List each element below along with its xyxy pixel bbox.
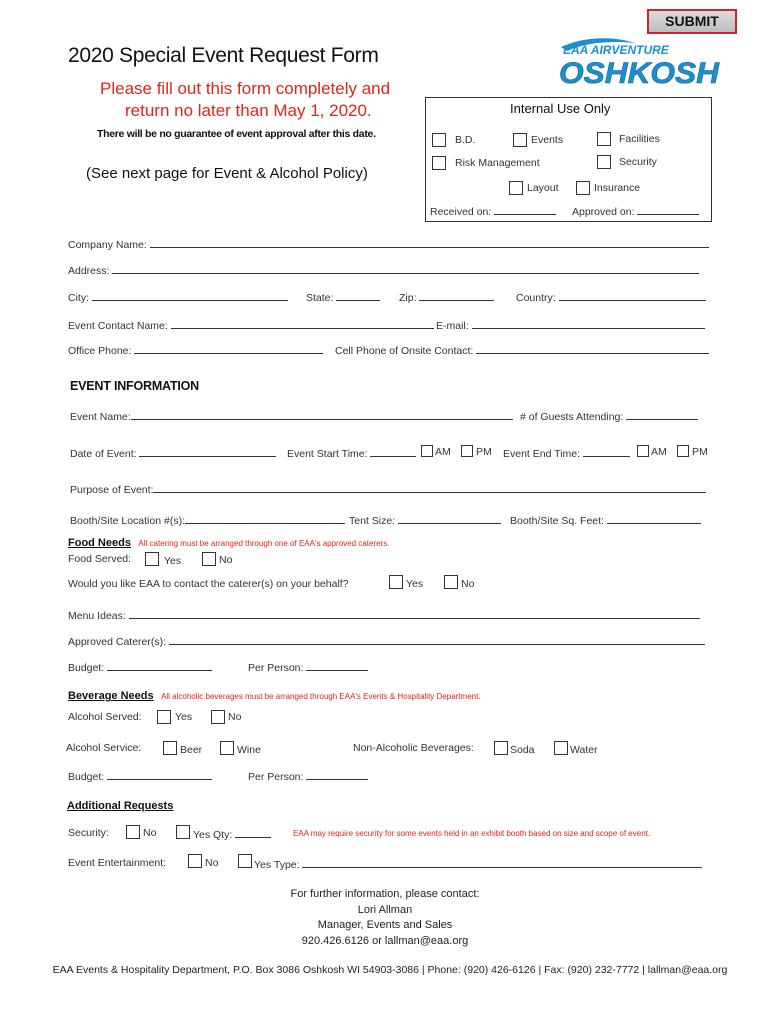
event-contact-name-field[interactable] (68, 318, 434, 332)
alcohol-served-yes-label: Yes (175, 711, 193, 723)
risk-management-checkbox[interactable] (432, 156, 446, 170)
event-information-heading: EVENT INFORMATION (70, 379, 200, 393)
food-needs-note: All catering must be arranged through one of EAA's approved caterers. (138, 539, 390, 548)
bd-label: B.D. (455, 134, 476, 146)
city-label: City: (68, 292, 89, 304)
date-of-event-label: Date of Event: (70, 448, 137, 460)
policy-reference: (See next page for Event & Alcohol Policy) (86, 165, 368, 182)
office-phone-field[interactable] (68, 343, 323, 357)
contact-name: Lori Allman (357, 903, 413, 916)
approved-on-label: Approved on: (572, 206, 635, 218)
contact-caterer-label: Would you like EAA to contact the caterer(s) on your behalf? (68, 578, 349, 590)
security-checkbox[interactable] (597, 155, 611, 169)
address-label: Address: (68, 265, 110, 277)
wine-label: Wine (237, 744, 261, 756)
end-time-field[interactable] (503, 446, 630, 460)
food-served-yes-label: Yes (164, 555, 182, 567)
booth-sqft-label: Booth/Site Sq. Feet: (510, 515, 604, 527)
contact-caterer-no-label: No (461, 578, 475, 590)
tent-size-label: Tent Size: (349, 515, 396, 527)
water-checkbox[interactable] (554, 741, 568, 755)
approved-caterers-field[interactable] (68, 634, 705, 648)
logo-top-text: EAA AIRVENTURE (563, 43, 669, 57)
start-time-field[interactable] (287, 446, 416, 460)
contact-title: Manager, Events and Sales (317, 919, 453, 931)
approved-on-field[interactable] (572, 204, 699, 218)
received-on-label: Received on: (430, 206, 492, 218)
contact-caterer-no-checkbox[interactable] (444, 575, 458, 589)
guests-label: # of Guests Attending: (520, 411, 624, 423)
alcohol-service-label: Alcohol Service: (66, 742, 142, 754)
security-no-checkbox[interactable] (126, 825, 140, 839)
security-yes-checkbox[interactable] (176, 825, 190, 839)
received-on-field[interactable] (430, 204, 556, 218)
internal-use-title: Internal Use Only (510, 101, 611, 116)
guests-field[interactable] (520, 409, 698, 423)
purpose-field[interactable] (70, 482, 706, 496)
food-served-label: Food Served: (68, 553, 132, 565)
security-no-label: No (143, 827, 157, 839)
food-served-no-label: No (219, 554, 233, 566)
end-am-checkbox[interactable] (637, 445, 649, 457)
food-per-person-label: Per Person: (248, 662, 304, 674)
non-alcoholic-label: Non-Alcoholic Beverages: (353, 742, 474, 754)
water-label: Water (570, 744, 598, 756)
email-label: E-mail: (436, 320, 469, 332)
entertainment-yes-checkbox[interactable] (238, 854, 252, 868)
beer-label: Beer (180, 744, 203, 756)
security-note: EAA may require security for some events held in an exhibit booth based on size and scope of event. (293, 829, 651, 838)
food-needs-heading: Food Needs (68, 537, 131, 549)
end-time-label: Event End Time: (503, 448, 581, 460)
city-field[interactable] (68, 290, 288, 304)
events-label: Events (531, 134, 564, 146)
address-field[interactable] (68, 263, 699, 277)
menu-ideas-field[interactable] (68, 608, 700, 622)
purpose-label: Purpose of Event: (70, 484, 154, 496)
beverage-needs-note: All alcoholic beverages must be arranged through EAA's Events & Hospitality Department. (161, 692, 481, 701)
company-name-label: Company Name: (68, 239, 147, 251)
layout-label: Layout (527, 182, 559, 194)
deadline-notice-line1: Please fill out this form completely and (100, 79, 391, 98)
tent-size-field[interactable] (349, 513, 501, 527)
zip-field[interactable] (399, 290, 494, 304)
approved-caterers-label: Approved Caterer(s): (68, 636, 167, 648)
entertainment-label: Event Entertainment: (68, 857, 167, 869)
logo-main-text: OSHKOSH (559, 57, 721, 89)
entertainment-no-label: No (205, 857, 219, 869)
contact-line-1: For further information, please contact: (290, 888, 480, 900)
alcohol-served-yes-checkbox[interactable] (157, 710, 171, 724)
start-am-label: AM (435, 446, 451, 458)
beverage-per-person-field[interactable] (248, 769, 368, 783)
date-of-event-field[interactable] (70, 446, 276, 460)
events-checkbox[interactable] (513, 133, 527, 147)
cell-phone-field[interactable] (335, 343, 709, 357)
menu-ideas-label: Menu Ideas: (68, 610, 126, 622)
contact-phone-email: 920.426.6126 or lallman@eaa.org (301, 934, 469, 947)
country-label: Country: (516, 292, 556, 304)
end-pm-label: PM (692, 446, 708, 458)
start-am-checkbox[interactable] (421, 445, 433, 457)
office-phone-label: Office Phone: (68, 345, 132, 357)
company-name-field[interactable] (68, 237, 709, 251)
alcohol-served-label: Alcohol Served: (68, 711, 142, 723)
start-pm-label: PM (476, 446, 492, 458)
contact-caterer-yes-label: Yes (406, 578, 424, 590)
food-budget-field[interactable] (68, 660, 212, 674)
insurance-label: Insurance (594, 182, 641, 194)
beer-checkbox[interactable] (163, 741, 177, 755)
security-label: Security (619, 156, 657, 168)
food-budget-label: Budget: (68, 662, 105, 674)
start-time-label: Event Start Time: (287, 448, 368, 460)
beverage-budget-field[interactable] (68, 769, 212, 783)
booth-location-label: Booth/Site Location #(s): (70, 515, 185, 527)
zip-label: Zip: (399, 292, 417, 304)
layout-checkbox[interactable] (509, 181, 523, 195)
end-pm-checkbox[interactable] (677, 445, 689, 457)
entertainment-yes-type-label: Yes Type: (254, 859, 300, 871)
booth-sqft-field[interactable] (510, 513, 701, 527)
entertainment-no-checkbox[interactable] (188, 854, 202, 868)
state-field[interactable] (306, 290, 380, 304)
facilities-label: Facilities (619, 133, 660, 145)
no-guarantee-note: There will be no guarantee of event approval after this date. (97, 128, 376, 140)
cell-phone-label: Cell Phone of Onsite Contact: (335, 345, 474, 357)
additional-requests-heading: Additional Requests (67, 800, 174, 812)
form-title: 2020 Special Event Request Form (68, 44, 379, 67)
start-pm-checkbox[interactable] (461, 445, 473, 457)
beverage-per-person-label: Per Person: (248, 771, 304, 783)
soda-checkbox[interactable] (494, 741, 508, 755)
country-field[interactable] (516, 290, 706, 304)
risk-management-label: Risk Management (455, 157, 540, 169)
alcohol-served-no-label: No (228, 711, 242, 723)
food-needs-header (68, 533, 389, 551)
beverage-needs-header (68, 686, 481, 704)
facilities-checkbox[interactable] (597, 132, 611, 146)
contact-caterer-yes-checkbox[interactable] (389, 575, 403, 589)
security-request-label: Security: (68, 827, 109, 839)
wine-checkbox[interactable] (220, 741, 234, 755)
beverage-budget-label: Budget: (68, 771, 105, 783)
end-am-label: AM (651, 446, 667, 458)
footer-address: EAA Events & Hospitality Department, P.O. Box 3086 Oshkosh WI 54903-3086 | Phone: (920) 426-6126 | Fax: (920) 232-7772 | lallman@eaa.org (52, 964, 728, 976)
event-contact-name-label: Event Contact Name: (68, 320, 168, 332)
entertainment-type-field[interactable] (254, 857, 702, 871)
food-served-no-checkbox[interactable] (202, 552, 216, 566)
email-field[interactable] (436, 318, 705, 332)
event-name-field[interactable] (70, 409, 513, 423)
food-served-yes-checkbox[interactable] (145, 552, 159, 566)
booth-location-field[interactable] (70, 513, 345, 527)
security-qty-field[interactable] (193, 827, 271, 841)
contact-block (0, 887, 770, 949)
beverage-needs-heading: Beverage Needs (68, 690, 154, 702)
soda-label: Soda (510, 744, 535, 756)
insurance-checkbox[interactable] (576, 181, 590, 195)
alcohol-served-no-checkbox[interactable] (211, 710, 225, 724)
eaa-airventure-oshkosh-logo (557, 33, 722, 89)
submit-button[interactable]: SUBMIT (647, 9, 737, 34)
state-label: State: (306, 292, 334, 304)
food-per-person-field[interactable] (248, 660, 368, 674)
event-name-label: Event Name: (70, 411, 131, 423)
security-yes-qty-label: Yes Qty: (193, 829, 233, 841)
bd-checkbox[interactable] (432, 133, 446, 147)
deadline-notice-line2: return no later than May 1, 2020. (125, 101, 372, 120)
